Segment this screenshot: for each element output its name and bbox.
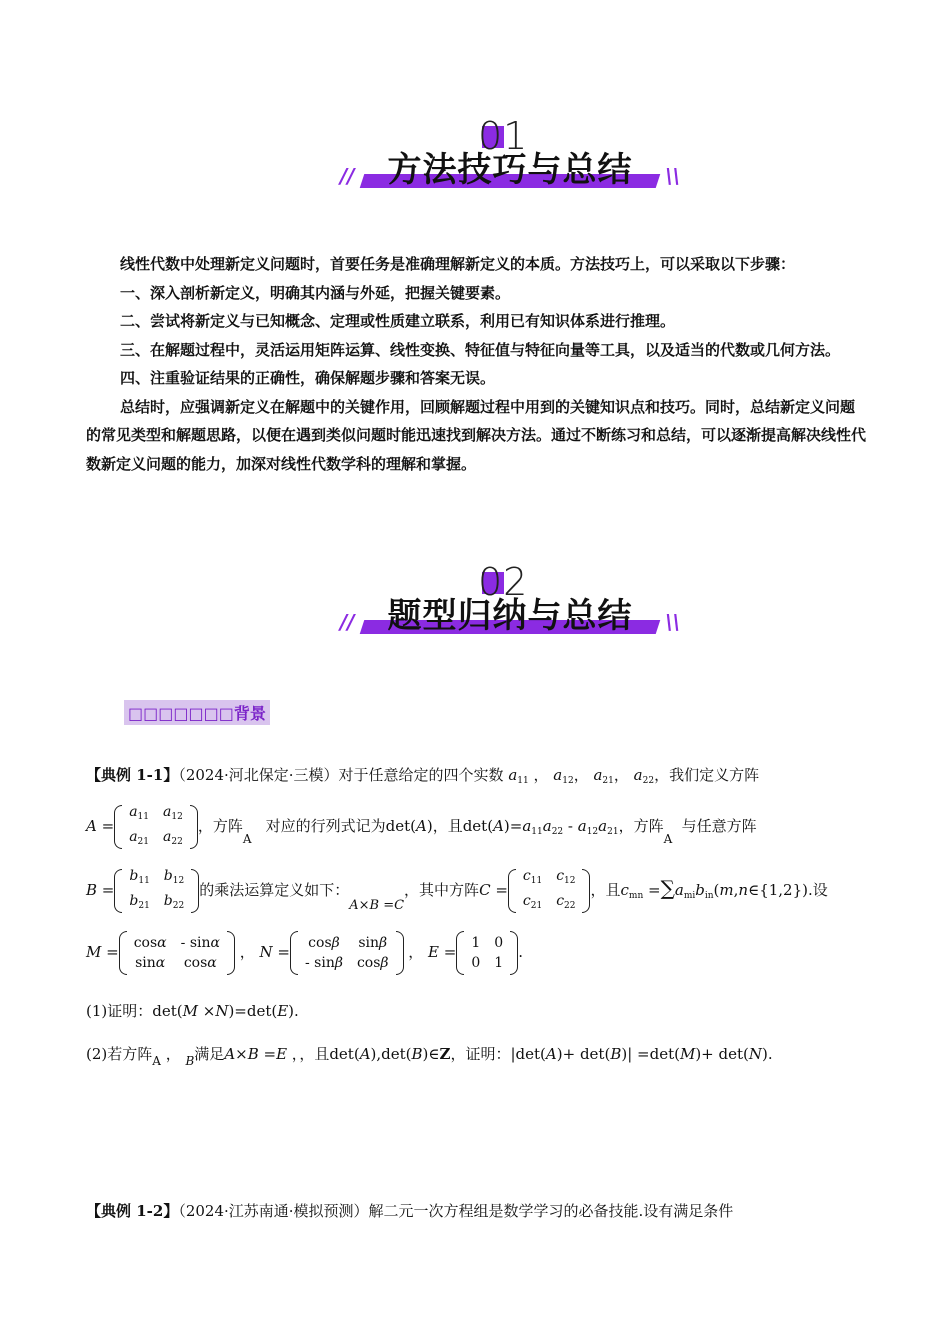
example-text: （2024·江苏南通·模拟预测）解二元一次方程组是数学学习的必备技能.设有满足条件 <box>178 1202 734 1220</box>
matrix-b: $b_{11}$ $b_{12}$ $b_{21}$ $b_{22}$ <box>114 866 199 916</box>
text: (1)证明： <box>86 1002 153 1020</box>
matrix-m: cosα - sinα sinα cosα <box>119 931 235 975</box>
text: .设 <box>808 881 828 899</box>
text: 与任意方阵 <box>681 817 757 835</box>
text: ，方阵 <box>618 817 664 835</box>
section-banner-02 <box>340 560 680 654</box>
paragraph: 线性代数中处理新定义问题时，首要任务是准确理解新定义的本质。方法技巧上，可以采取以下步骤： <box>120 255 796 273</box>
paragraph: 一、深入剖析新定义，明确其内涵与外延，把握关键要素。 <box>120 283 511 302</box>
paragraph: 三、在解题过程中，灵活运用矩阵运算、线性变换、特征值与特征向量等工具，以及适当的代数或几何方法。 <box>120 340 841 359</box>
paragraph: 四、注重验证结果的正确性，确保解题步骤和答案无误。 <box>120 369 496 387</box>
slash-decoration-right: \\ <box>665 610 680 634</box>
text: ，证明： <box>450 1045 511 1063</box>
text: ，方阵 <box>197 817 243 835</box>
method-summary-text <box>86 250 866 478</box>
text: 对应的行列式记为 <box>265 817 386 835</box>
matrix-n: cosβ sinβ - sinβ cosβ <box>290 931 404 975</box>
example-label: 【典例 1-1】 <box>86 766 179 784</box>
text: ，其中方阵 <box>404 881 480 899</box>
example-1-1-line-3: B = $b_{11}$ $b_{12}$ $b_{21}$ $b_{22}$ 的乘法运算定义如下：A×B =C，其中方阵C = $c_{11}$ $c_{12}$ $c_{21}$ $c_{22}$ ，且$c_{mn}$ $=\sum a_{mi}b_{in}(m,n\in\{1,2\})$.设 <box>86 866 828 916</box>
text: 的乘法运算定义如下： <box>199 881 350 899</box>
paragraph: 二、尝试将新定义与已知概念、定理或性质建立联系，利用已有知识体系进行推理。 <box>120 312 676 330</box>
text: ，且 <box>432 817 463 835</box>
section-banner-01 <box>340 114 680 208</box>
matrix-a: $a_{11}$ $a_{12}$ $a_{21}$ $a_{22}$ <box>114 802 198 852</box>
text: ，且 <box>590 881 621 899</box>
topic-tag: □□□□□□□背景 <box>124 700 270 725</box>
example-label: 【典例 1-2】 <box>86 1202 179 1220</box>
slash-decoration-left: // <box>340 164 355 188</box>
text: (2)若方阵 <box>86 1045 153 1063</box>
example-1-1-line-4: M = cosα - sinα sinα cosα ， N = cosβ sinβ - sinβ cosβ ， E = 1 0 0 1 . <box>86 931 523 975</box>
section-title: 方法技巧与总结 <box>387 150 633 190</box>
slash-decoration-left: // <box>340 610 355 634</box>
matrix-e: 1 0 0 1 <box>456 931 518 975</box>
paragraph: 总结时，应强调新定义在解题中的关键作用，回顾解题过程中用到的关键知识点和技巧。同时，总结新定义问题的常见类型和解题思路，以便在遇到类似问题时能迅速找到解决方法。通过不断练习和总结，可以逐渐提高解决线性代数新定义问题的能力，加深对线性代数学科的理解和掌握。 <box>86 397 867 473</box>
section-title: 题型归纳与总结 <box>387 596 633 636</box>
example-1-1-line-1: 【典例 1-1】（2024·河北保定·三模）对于任意给定的四个实数 $a_{11}$ ， $a_{12}$， $a_{21}$， $a_{22}$，我们定义方阵 <box>86 766 760 786</box>
example-source: （2024·河北保定·三模）对于任意给定的四个实数 <box>178 766 504 784</box>
text: ，我们定义方阵 <box>654 766 760 784</box>
slash-decoration-right: \\ <box>665 164 680 188</box>
text: 满足 <box>194 1045 225 1063</box>
matrix-c: $c_{11}$ $c_{12}$ $c_{21}$ $c_{22}$ <box>508 866 591 916</box>
example-1-2 <box>86 1200 733 1221</box>
section-number: 02 <box>478 560 529 604</box>
text: ，且 <box>299 1045 330 1063</box>
example-1-1-line-2: A = $a_{11}$ $a_{12}$ $a_{21}$ $a_{22}$ ，方阵A 对应的行列式记为det(A)，且$\det(A)=a_{11}a_{22} - a_{12}a_{21}$，方阵A与任意方阵 <box>86 802 757 852</box>
question-1: (1)证明：det(M ×N)=det(E). <box>86 1002 299 1020</box>
question-2: (2)若方阵$_A$ ， $_B$满足A×B =E ，，且det(A),det(B)∈Z，证明：|det(A)+ det(B)| =det(M)+ det(N). <box>86 1045 773 1068</box>
section-number: 01 <box>478 114 529 158</box>
